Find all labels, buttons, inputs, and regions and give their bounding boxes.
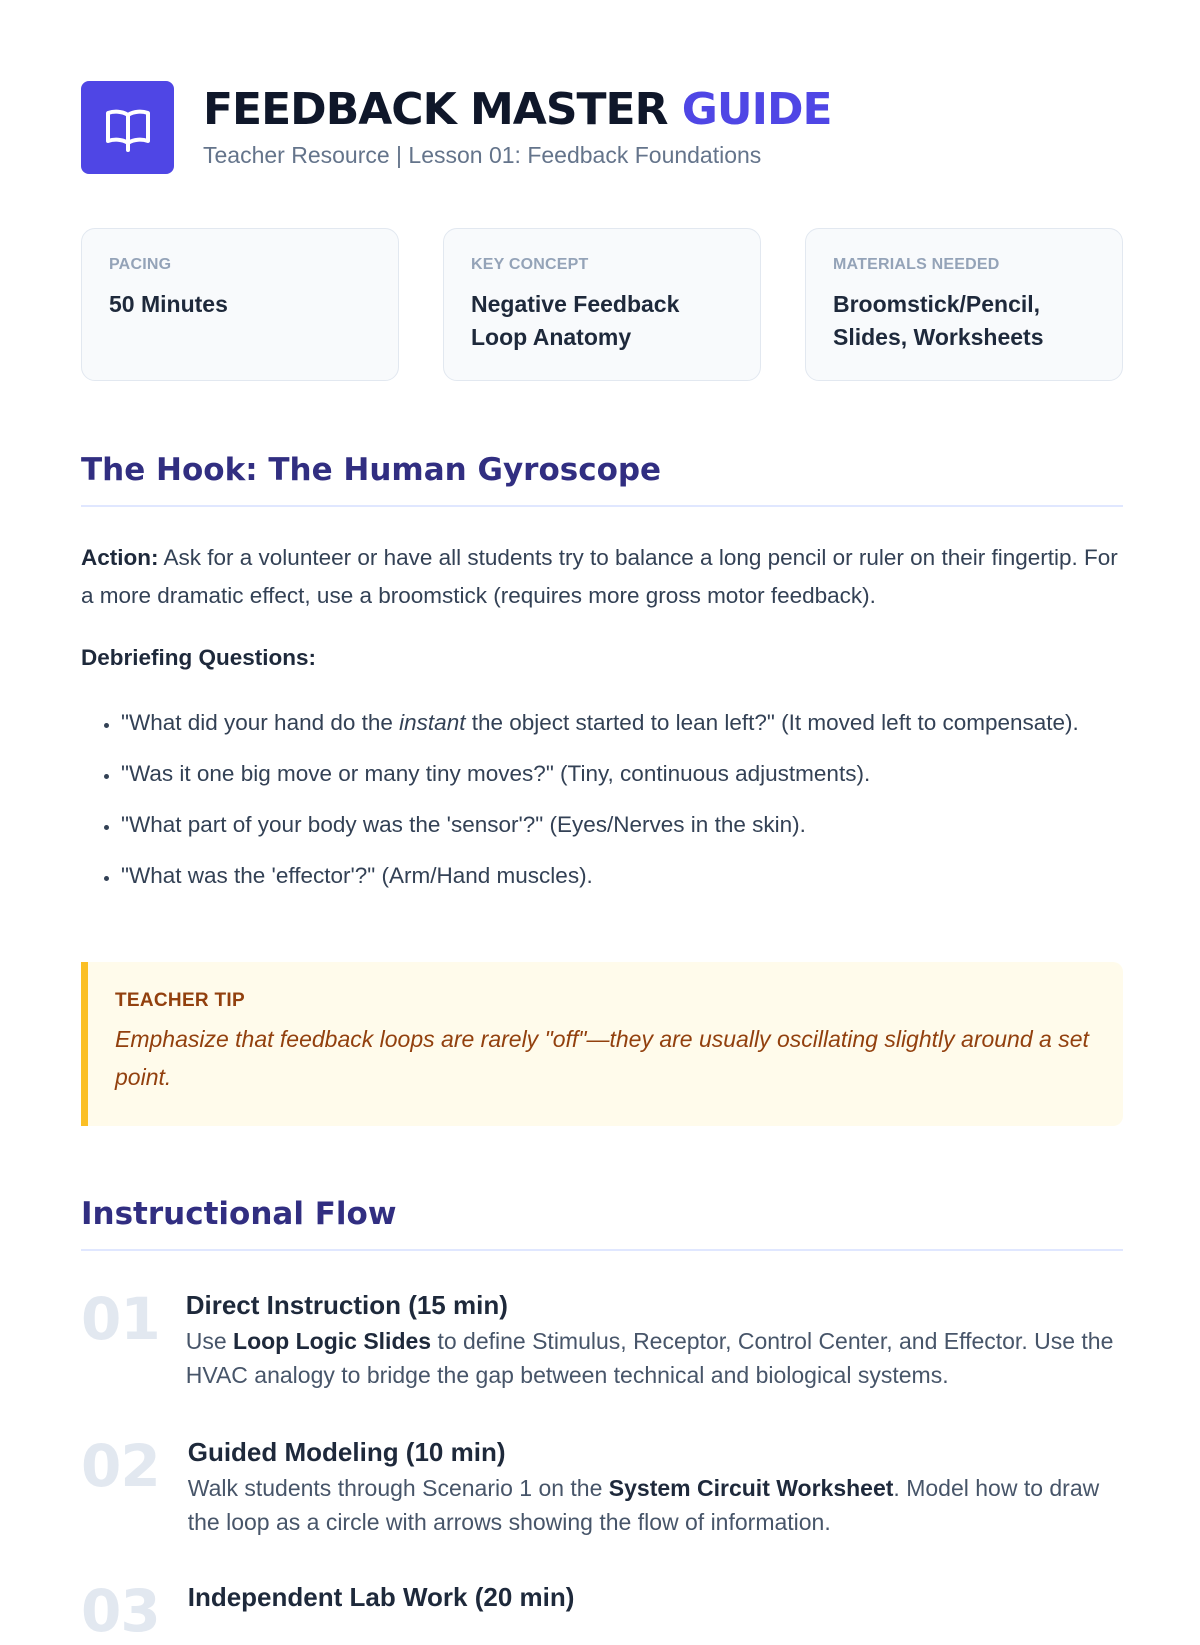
step-text: to define Stimulus, Receptor, Control Center, and Effector. Use the HVAC analogy to bridge the gap between technical and biological systems. bbox=[185, 1328, 1114, 1388]
debrief-label: Debriefing Questions: bbox=[81, 645, 317, 670]
page-subtitle: Teacher Resource | Lesson 01: Feedback Foundations bbox=[203, 142, 762, 168]
step-title: Independent Lab Work (20 min) bbox=[187, 1582, 575, 1612]
question-text: the object started to lean left?" (It moved left to compensate). bbox=[465, 710, 1079, 735]
tip-label: TEACHER TIP bbox=[115, 990, 245, 1011]
materials-card bbox=[805, 228, 1123, 381]
question-text: "What did your hand do the bbox=[121, 710, 400, 735]
list-item bbox=[121, 704, 1161, 742]
card-value: 50 Minutes bbox=[109, 291, 228, 317]
emphasis-text: instant bbox=[399, 710, 466, 735]
step-number: 03 bbox=[81, 1577, 160, 1645]
step-body bbox=[186, 1290, 1123, 1392]
page-title bbox=[203, 86, 832, 134]
card-value: Negative Feedback Loop Anatomy bbox=[471, 291, 680, 350]
step-title: Guided Modeling (10 min) bbox=[187, 1437, 506, 1467]
flow-step bbox=[81, 1577, 1123, 1645]
title-accent: GUIDE bbox=[681, 84, 832, 135]
action-label: Action: bbox=[81, 545, 159, 570]
list-item: • "What was the 'effector'?" (Arm/Hand muscles). bbox=[121, 857, 1161, 895]
step-text: . Model how to draw the loop as a circle with arrows showing the flow of information. bbox=[187, 1475, 1100, 1535]
step-body bbox=[188, 1582, 575, 1640]
step-text: Use bbox=[185, 1328, 234, 1354]
resource-name: Loop Logic Slides bbox=[233, 1328, 432, 1354]
card-label: PACING bbox=[109, 256, 172, 273]
step-text: Walk students through Scenario 1 on the bbox=[187, 1475, 609, 1501]
action-paragraph bbox=[81, 539, 1126, 615]
card-label: KEY CONCEPT bbox=[471, 256, 589, 273]
step-description bbox=[188, 1471, 1123, 1539]
flow-step bbox=[81, 1285, 1123, 1392]
card-value: Broomstick/Pencil, Slides, Worksheets bbox=[833, 291, 1044, 350]
tip-text: Emphasize that feedback loops are rarely "off"—they are usually oscillating slightly around a set point. bbox=[115, 1026, 1089, 1090]
step-title: Direct Instruction (15 min) bbox=[185, 1290, 508, 1320]
key-concept-card bbox=[443, 228, 761, 381]
step-description bbox=[186, 1324, 1123, 1392]
resource-name: System Circuit Worksheet bbox=[608, 1475, 894, 1501]
open-book-icon bbox=[81, 81, 174, 174]
list-item: • "What part of your body was the 'sensor'?" (Eyes/Nerves in the skin). bbox=[121, 806, 1161, 844]
page-header bbox=[81, 81, 832, 174]
info-cards bbox=[81, 228, 1123, 381]
list-item: • "Was it one big move or many tiny moves?" (Tiny, continuous adjustments). bbox=[121, 755, 1161, 793]
step-number: 01 bbox=[81, 1285, 160, 1353]
hook-section-title: The Hook: The Human Gyroscope bbox=[81, 452, 1123, 507]
flow-section-title: Instructional Flow bbox=[81, 1196, 1123, 1251]
step-body bbox=[188, 1437, 1123, 1539]
step-number: 02 bbox=[81, 1432, 160, 1500]
teacher-tip-callout bbox=[81, 962, 1123, 1126]
title-main: FEEDBACK MASTER bbox=[203, 84, 668, 135]
card-label: MATERIALS NEEDED bbox=[833, 256, 1000, 273]
flow-step bbox=[81, 1432, 1123, 1539]
pacing-card bbox=[81, 228, 399, 381]
debrief-questions bbox=[81, 704, 1161, 908]
action-text: Ask for a volunteer or have all students try to balance a long pencil or ruler on their fingertip. For a more dramatic effect, use a broomstick (requires more gross motor feedback). bbox=[81, 545, 1118, 608]
